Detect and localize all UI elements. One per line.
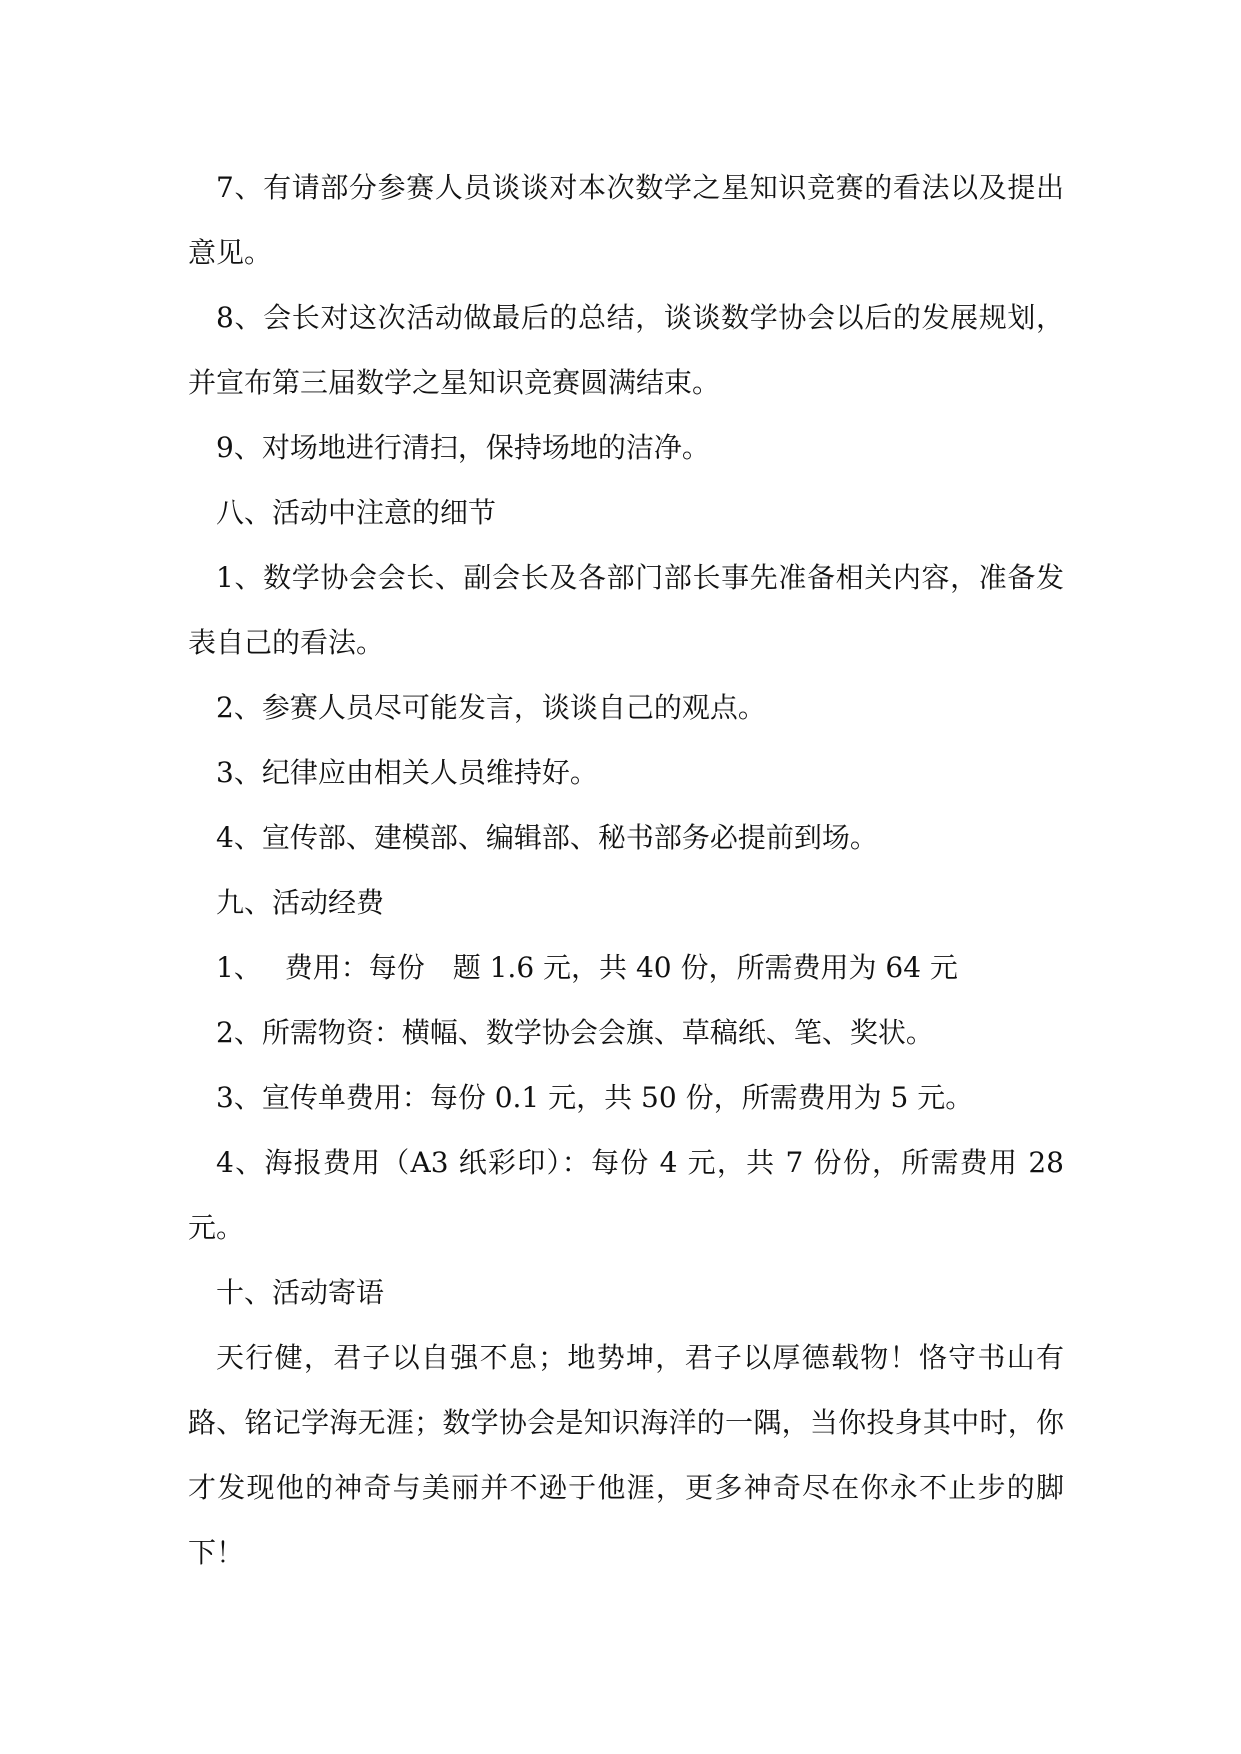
list-item: 4、宣传部、建模部、编辑部、秘书部务必提前到场。 bbox=[216, 821, 878, 854]
list-item: 4、海报费用（A3 纸彩印）：每份 4 元，共 7 份份，所需费用 28 元。 bbox=[188, 1146, 1064, 1244]
list-item: 1、 费用：每份 题 1.6 元，共 40 份，所需费用为 64 元 bbox=[216, 951, 958, 984]
document-body bbox=[188, 155, 1064, 1585]
list-item: 3、宣传单费用：每份 0.1 元，共 50 份，所需费用为 5 元。 bbox=[216, 1081, 974, 1114]
list-item: 7、有请部分参赛人员谈谈对本次数学之星知识竞赛的看法以及提出意见。 bbox=[188, 171, 1064, 269]
section-heading: 十、活动寄语 bbox=[216, 1276, 385, 1309]
list-item: 2、参赛人员尽可能发言，谈谈自己的观点。 bbox=[216, 691, 766, 724]
list-item: 8、会长对这次活动做最后的总结，谈谈数学协会以后的发展规划，并宣布第三届数学之星知识竞赛圆满结束。 bbox=[188, 301, 1064, 399]
list-item: 1、数学协会会长、副会长及各部门部长事先准备相关内容，准备发表自己的看法。 bbox=[188, 561, 1064, 659]
list-item: 3、纪律应由相关人员维持好。 bbox=[216, 756, 598, 789]
list-item: 9、对场地进行清扫，保持场地的洁净。 bbox=[216, 431, 710, 464]
section-heading: 九、活动经费 bbox=[216, 886, 385, 919]
list-item: 2、所需物资：横幅、数学协会会旗、草稿纸、笔、奖状。 bbox=[216, 1016, 934, 1049]
section-heading: 八、活动中注意的细节 bbox=[216, 496, 497, 529]
closing-message: 天行健，君子以自强不息；地势坤，君子以厚德载物！恪守书山有路、铭记学海无涯；数学协会是知识海洋的一隅，当你投身其中时，你才发现他的神奇与美丽并不逊于他涯，更多神奇尽在你永不止步的脚下！ bbox=[188, 1341, 1064, 1569]
